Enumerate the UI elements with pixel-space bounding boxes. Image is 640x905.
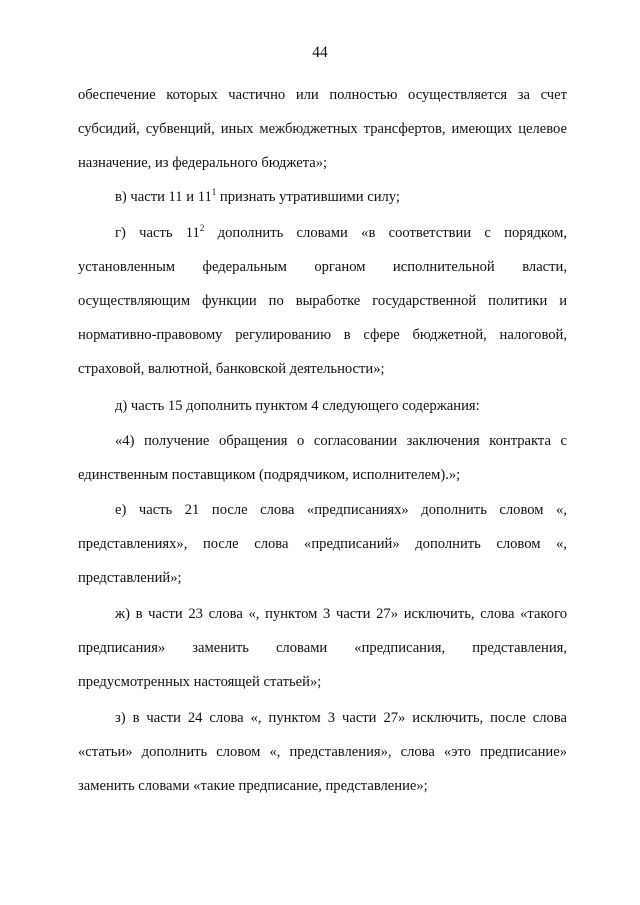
paragraph-quote-4: «4) получение обращения о согласовании заключения контракта с единственным поставщиком (подрядчиком, исполнителем).»; — [78, 433, 567, 483]
superscript: 2 — [199, 223, 205, 233]
paragraph-item-g-text-end: дополнить словами «в соответствии с порядком, установленным федеральным органом исполнительной власти, осуществляющим функции по выработке государственной политики и нормативно-правовому регулированию в сфере бюджетной, налоговой, страховой, валютной, банковской деятельности»; — [78, 225, 567, 377]
page-number: 44 — [312, 44, 328, 61]
paragraph-item-z: з) в части 24 слова «, пунктом 3 части 27» исключить, после слова «статьи» дополнить словом «, представления», слова «это предписание» заменить словами «такие предписание, представление»; — [78, 710, 567, 794]
paragraph-item-zh: ж) в части 23 слова «, пунктом 3 части 27» исключить, слова «такого предписания» заменить словами «предписания, представления, предусмотренных настоящей статьей»; — [78, 606, 567, 690]
paragraph-item-g-text: г) часть 11 — [115, 225, 200, 241]
paragraph-item-d: д) часть 15 дополнить пунктом 4 следующего содержания: — [115, 398, 480, 414]
superscript: 1 — [211, 187, 217, 197]
paragraph-item-v-text: в) части 11 и 11 — [115, 189, 212, 205]
paragraph-item-e: е) часть 21 после слова «предписаниях» дополнить словом «, представлениях», после слова «предписаний» дополнить словом «, представлений»; — [78, 502, 567, 586]
paragraph-item-g — [78, 216, 567, 386]
paragraph-continuation: обеспечение которых частично или полностью осуществляется за счет субсидий, субвенций, иных межбюджетных трансфертов, имеющих целевое назначение, из федерального бюджета»; — [78, 87, 567, 171]
paragraph-item-v-text-end: признать утратившими силу; — [216, 189, 400, 205]
paragraph-item-v — [78, 180, 567, 214]
